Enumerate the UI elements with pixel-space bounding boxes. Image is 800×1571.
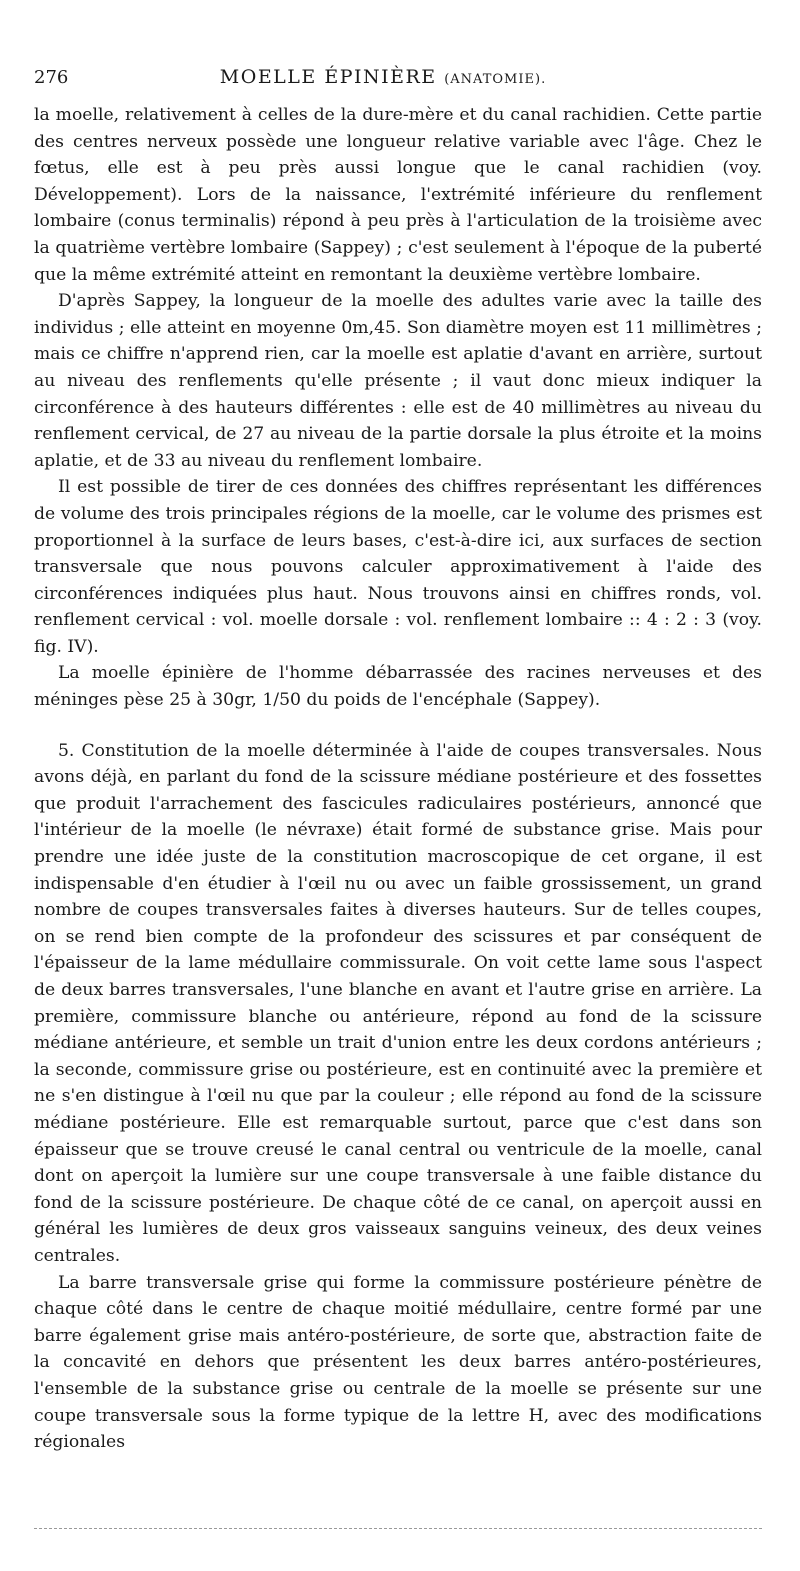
paragraph: Il est possible de tirer de ces données des chiffres représentant les différences de volume des trois principales régions de la moelle, car le volume des prismes est proportionnel à la surface de leurs bases, c'est-à-dire ici, aux surfaces de section transversale que nous pouvons calculer approximativement à l'aide des circonférences indiquées plus haut. Nous trouvons ainsi en chiffres ronds, vol. renflement cervical : vol. moelle dorsale : vol. renflement lombaire :: 4 : 2 : 3 (voy. fig. IV). bbox=[34, 477, 762, 657]
page-number: 276 bbox=[34, 67, 69, 88]
running-title bbox=[144, 66, 762, 88]
paragraph: La moelle épinière de l'homme débarrassée des racines nerveuses et des méninges pèse 25 à 30gr, 1/50 du poids de l'encéphale (Sappey). bbox=[34, 663, 762, 711]
running-title-sub: (ANATOMIE). bbox=[444, 72, 547, 87]
paragraph: D'après Sappey, la longueur de la moelle des adultes varie avec la taille des individus ; elle atteint en moyenne 0m,45. Son diamètre moyen est 11 millimètres ; mais ce chiffre n'apprend rien, car la moelle est aplatie d'avant en arrière, surtout au niveau des renflements qu'elle présente ; il vaut donc mieux indiquer la circonférence à des hauteurs différentes : elle est de 40 millimètres au niveau du renflement cervical, de 27 au niveau de la partie dorsale la plus étroite et la moins aplatie, et de 33 au niveau du renflement lombaire. bbox=[34, 291, 762, 471]
paragraph: La barre transversale grise qui forme la commissure postérieure pénètre de chaque côté dans le centre de chaque moitié médullaire, centre formé par une barre également grise mais antéro-postérieure, de sorte que, abstraction faite de la concavité en dehors que présentent les deux barres antéro-postérieures, l'ensemble de la substance grise ou centrale de la moelle se présente sur une coupe transversale sous la forme typique de la lettre H, avec des modifications régionales bbox=[34, 1272, 762, 1453]
footer-rule bbox=[34, 1528, 762, 1529]
section-paragraph: 5. Constitution de la moelle déterminée à l'aide de coupes transversales. Nous avons déjà, en parlant du fond de la scissure médiane postérieure et des fossettes que produit l'arrachement des fascicules radiculaires postérieurs, annoncé que l'intérieur de la moelle (le névraxe) était formé de substance grise. Mais pour prendre une idée juste de la constitution macroscopique de cet organe, il est indispensable d'en étudier à l'œil nu ou avec un faible grossissement, un grand nombre de coupes transversales faites à diverses hauteurs. Sur de telles coupes, on se rend bien compte de la profondeur des scissures et par conséquent de l'épaisseur de la lame médullaire commissurale. On voit cette lame sous l'aspect de deux barres transversales, l'une blanche en avant et l'autre grise en arrière. La première, commissure blanche ou antérieure, répond au fond de la scissure médiane antérieure, et semble un trait d'union entre les deux cordons antérieurs ; la seconde, commissure grise ou postérieure, est en continuité avec la première et ne s'en distingue à l'œil nu que par la couleur ; elle répond au fond de la scissure médiane postérieure. Elle est remarquable surtout, parce que c'est dans son épaisseur que se trouve creusé le canal central ou ventricule de la moelle, canal dont on aperçoit la lumière sur une coupe transversale à une faible distance du fond de la scissure postérieure. De chaque côté de ce canal, on aperçoit aussi en général les lumières de deux gros vaisseaux sanguins veineux, des deux veines centrales. bbox=[34, 740, 762, 1266]
paragraph: la moelle, relativement à celles de la dure-mère et du canal rachidien. Cette partie des centres nerveux possède une longueur relative variable avec l'âge. Chez le fœtus, elle est à peu près aussi longue que le canal rachidien (voy. Développement). Lors de la naissance, l'extrémité inférieure du renflement lombaire (conus terminalis) répond à peu près à l'articulation de la troisième avec la quatrième vertèbre lombaire (Sappey) ; c'est seulement à l'époque de la puberté que la même extrémité atteint en remontant la deuxième vertèbre lombaire. bbox=[34, 105, 762, 285]
running-title-main: MOELLE ÉPINIÈRE bbox=[219, 66, 437, 88]
page-header bbox=[34, 66, 762, 96]
body-text bbox=[34, 102, 762, 1456]
